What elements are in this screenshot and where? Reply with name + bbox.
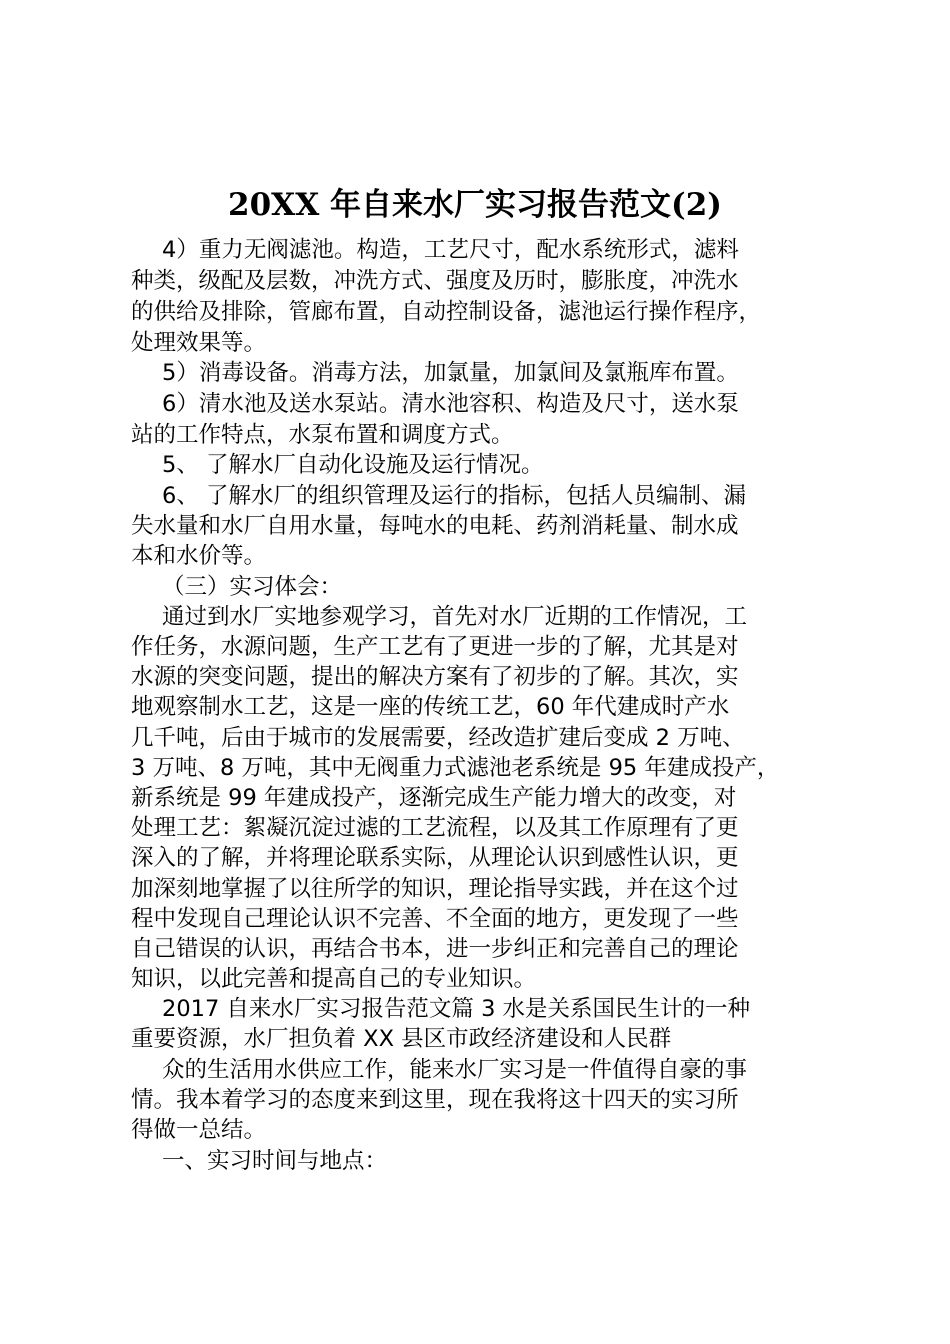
document-title: 20XX 年自来水厂实习报告范文(2) [228, 187, 722, 223]
paragraph-line: 情。我本着学习的态度来到这里，现在我将这十四天的实习所 [131, 1087, 739, 1113]
paragraph-line: 4）重力无阀滤池。构造，工艺尺寸，配水系统形式，滤料 [162, 237, 739, 263]
paragraph-line: 地观察制水工艺，这是一座的传统工艺，60 年代建成时产水 [131, 694, 730, 720]
paragraph-line: 种类，级配及层数，冲洗方式、强度及历时，膨胀度，冲洗水 [131, 268, 739, 294]
paragraph-line: 6、 了解水厂的组织管理及运行的指标，包括人员编制、漏 [162, 483, 746, 509]
paragraph-line: 站的工作特点，水泵布置和调度方式。 [131, 422, 514, 448]
paragraph-line: 加深刻地掌握了以往所学的知识，理论指导实践，并在这个过 [131, 876, 739, 902]
paragraph-line: 自己错误的认识，再结合书本，进一步纠正和完善自己的理论 [131, 936, 739, 962]
paragraph-line: 知识，以此完善和提高自己的专业知识。 [131, 966, 537, 992]
paragraph-line: 几千吨，后由于城市的发展需要，经改造扩建后变成 2 万吨、 [131, 725, 745, 751]
paragraph-line: 作任务，水源问题，生产工艺有了更进一步的了解，尤其是对 [131, 634, 739, 660]
paragraph-line: 得做一总结。 [131, 1117, 267, 1143]
paragraph-line: 6）清水池及送水泵站。清水池容积、构造及尺寸，送水泵 [162, 391, 739, 417]
paragraph-line: 程中发现自己理论认识不完善、不全面的地方，更发现了一些 [131, 906, 739, 932]
paragraph-line: 5、 了解水厂自动化设施及运行情况。 [162, 452, 544, 478]
paragraph-line: 5）消毒设备。消毒方法，加氯量，加氯间及氯瓶库布置。 [162, 360, 739, 386]
paragraph-line: 重要资源，水厂担负着 XX 县区市政经济建设和人民群 [131, 1026, 672, 1052]
paragraph-line: 水源的突变问题，提出的解决方案有了初步的了解。其次，实 [131, 664, 739, 690]
paragraph-line: 处理效果等。 [131, 330, 267, 356]
section-heading: 一、实习时间与地点： [162, 1148, 388, 1174]
paragraph-line: 处理工艺：絮凝沉淀过滤的工艺流程，以及其工作原理有了更 [131, 815, 739, 841]
paragraph-line: 3 万吨、8 万吨，其中无阀重力式滤池老系统是 95 年建成投产， [131, 755, 780, 781]
paragraph-line: 众的生活用水供应工作，能来水厂实习是一件值得自豪的事 [162, 1057, 748, 1083]
section-heading: （三）实习体会： [162, 574, 343, 600]
paragraph-line: 深入的了解，并将理论联系实际，从理论认识到感性认识，更 [131, 845, 739, 871]
paragraph-line: 新系统是 99 年建成投产，逐渐完成生产能力增大的改变，对 [131, 785, 737, 811]
paragraph-line: 失水量和水厂自用水量，每吨水的电耗、药剂消耗量、制水成 [131, 513, 739, 539]
paragraph-line: 的供给及排除，管廊布置，自动控制设备，滤池运行操作程序， [131, 299, 762, 325]
paragraph-line: 通过到水厂实地参观学习，首先对水厂近期的工作情况，工 [162, 604, 748, 630]
paragraph-line: 2017 自来水厂实习报告范文篇 3 水是关系国民生计的一种 [162, 996, 751, 1022]
paragraph-line: 本和水价等。 [131, 543, 267, 569]
